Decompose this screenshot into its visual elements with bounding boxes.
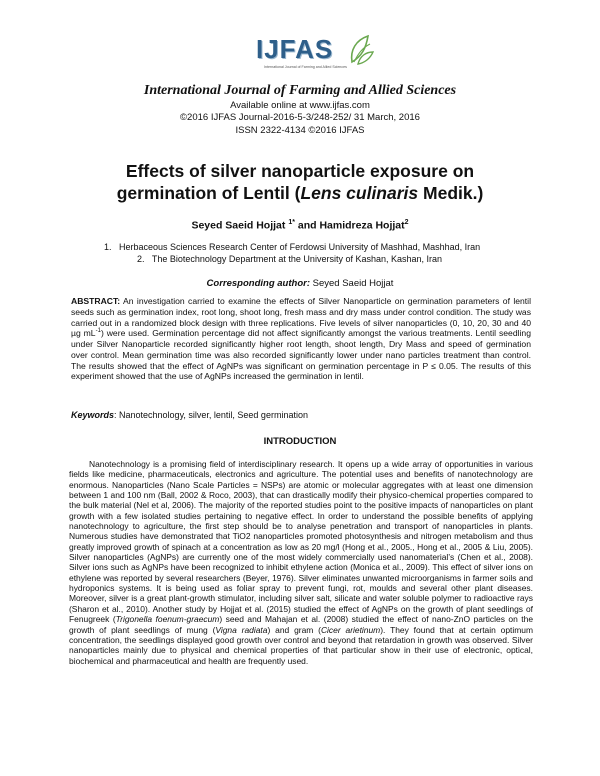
abstract-text-cont: ) were used. Germination percentage did not affect significantly amongst the various treatments. Lentil seedling under Silver Nanoparticle recorded significantly higher root length, shoot length, Dry Mass and speed of germination over control. Mean germination time was also recorded significantly lower under nano particles treatment than control. The results showed that the effect of AgNPs was significant on germination percentage in P ≤ 0.05. The results of this experiment showed that the use of AgNPs increased the germination in lentil. [71, 328, 531, 382]
title-text-end: Medik.) [418, 183, 484, 203]
paragraph-text: ) seed and Mahajan et al. (2008) studied the effect of nano-ZnO particles on the growth of plant seedlings of mung ( [69, 614, 534, 635]
title-line-2 [0, 182, 600, 204]
abstract [71, 296, 531, 382]
corresponding-author [0, 278, 600, 289]
title-line-1: Effects of silver nanoparticle exposure on [125, 161, 475, 181]
journal-name: International Journal of Farming and Allied Sciences [143, 83, 457, 98]
species-name: Lens culinaris [300, 183, 419, 203]
abstract-label: ABSTRACT: [71, 296, 121, 306]
species-name: Trigonella foenum-graecum [115, 614, 220, 625]
author-conjunction: and [294, 219, 320, 232]
author-1-marker: 1* [288, 219, 295, 226]
author-2: Hamidreza Hojjat [319, 219, 405, 232]
logo-wordmark: IJFAS [256, 34, 334, 64]
journal-logo [250, 30, 370, 80]
title-text: germination of Lentil ( [116, 183, 301, 203]
unit-exponent: -1 [95, 328, 101, 335]
introduction-paragraph [69, 459, 533, 666]
author-2-marker: 2 [404, 219, 409, 226]
paragraph-text: ). They found that at certain optimum concentration, the seedlings displayed good growth over control and beyond that retardation in growth was observed. Silver nanoparticles mainly due to physical and chemical properties of that particular show in their use of electronic, optical, biochemical and pharmaceutical and health are frequently used. [69, 624, 534, 666]
author-list [0, 219, 600, 232]
species-name: Vigna radiata [215, 624, 268, 635]
abstract-text: An investigation carried to examine the effects of Silver Nanoparticle on germination parameters of lentil seeds such as germination index, root long, shoot long, fresh mass and dry mass under control condition. The study was carried out in a randomized block design with three replications. Five levels of silver nanoparticles (0, 10, 20, 30 and 40 µg mL [71, 296, 531, 339]
paper-title [0, 160, 600, 204]
leaf-icon [348, 32, 374, 66]
corresponding-label: Corresponding author: [206, 278, 310, 289]
journal-issn: ISSN 2322-4134 ©2016 IJFAS [235, 125, 365, 136]
species-name: Cicer arietinum [320, 624, 381, 635]
logo-tagline: International Journal of Farming and Allied Sciences [264, 65, 347, 69]
paragraph-text: ) and gram ( [267, 624, 321, 635]
keywords-label: Keywords [71, 410, 115, 420]
keywords [71, 410, 308, 420]
journal-website: Available online at www.ijfas.com [230, 100, 370, 111]
section-heading-introduction: INTRODUCTION [263, 436, 337, 447]
keywords-text: : Nanotechnology, silver, lentil, Seed germination [114, 410, 308, 420]
corresponding-name: Seyed Saeid Hojjat [310, 278, 394, 289]
author-1: Seyed Saeid Hojjat [191, 219, 286, 232]
affiliation-2: 2. The Biotechnology Department at the University of Kashan, Kashan, Iran [137, 254, 443, 264]
journal-citation: ©2016 IJFAS Journal-2016-5-3/248-252/ 31 March, 2016 [180, 112, 420, 123]
affiliation-1: 1. Herbaceous Sciences Research Center of Ferdowsi University of Mashhad, Mashhad, Iran [104, 242, 481, 252]
paragraph-text: Nanotechnology is a promising field of interdisciplinary research. It opens up a wide array of opportunities in various fields like medicine, pharmaceuticals, electronics and agriculture. The potential uses and benefits of nanotechnology are enormous. Nanoparticles (Nano Scale Particles = NSPs) are atomic or molecular aggregates with at least one dimension between 1 and 100 nm (Ball, 2002 & Roco, 2003), that can drastically modify their physico-chemical properties compared to the bulk material (Nel et al, 2006). The majority of the reported studies point to the positive impacts of nanoparticles on plant growth with a few isolated studies pertaining to negative effect. In order to understand the possible benefits of applying nanotechnology to agriculture, the first step should be to analyse penetration and transport of nanoparticles in plants. Numerous studies have demonstrated that TiO2 nanoparticles promoted photosynthesis and nitrogen metabolism and thus greatly improved growth of spinach at a concentration as low as 20 mg/l (Hong et al., 2005., Hong et al., 2005 & Liu, 2005). Silver nanoparticles (AgNPs) are currently one of the most widely commercially used nanomaterial’s (Chen et al., 2008). Silver ions such as AgNPs have been recognized to inhibit ethylene action (Monica et al., 2009). This effect of silver ions on ethylene was reported by several researchers (Beyer, 1976). Silver eliminates unwanted microorganisms in farmer soils and hydroponics systems. It is being used as foliar spray to prevent fungi, rot, moulds and several other plant diseases. Moreover, silver is a great plant-growth stimulator, including silver salt, silicate and water soluble polymer to radioactive rays (Sharon et al., 2010). Another study by Hojjat et al. (2015) studied the effect of AgNPs on the growth of plant seedlings of Fenugreek ( [69, 459, 533, 625]
